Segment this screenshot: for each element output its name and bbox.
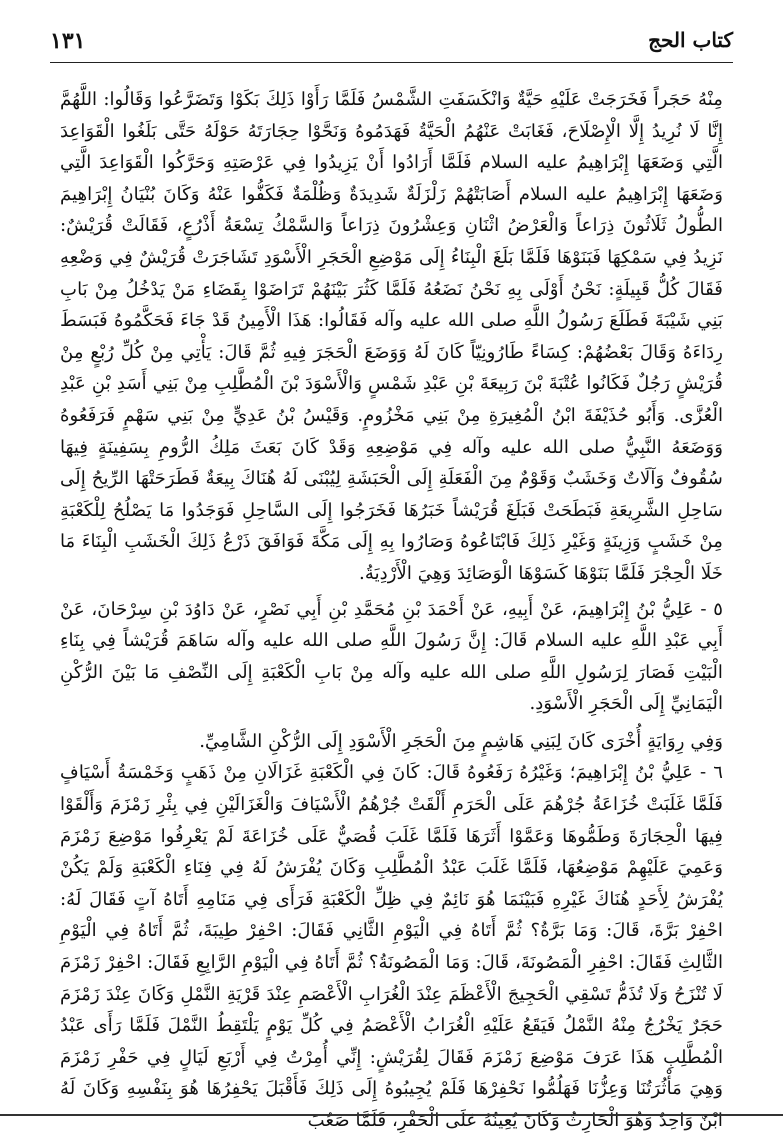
other-narration: وَفِي رِوَايَةٍ أُخْرَى كَانَ لِبَنِي هَاشِمٍ مِنَ الْحَجَرِ الْأَسْوَدِ إِلَى الرُّكْنِ الشَّامِيِّ. (199, 730, 723, 752)
page-number: ١٣١ (50, 28, 86, 54)
page-header (50, 26, 733, 60)
body-text (60, 84, 723, 1137)
narration-6: ٦ - عَلِيُّ بْنُ إِبْرَاهِيمَ؛ وَغَيْرُهُ رَفَعُوهُ قَالَ: كَانَ فِي الْكَعْبَةِ غَزَالَانِ مِنْ ذَهَبٍ وَخَمْسَةُ أَسْيَافٍ فَلَمَّا غَلَبَتْ خُزَاعَةُ جُرْهُمَ عَلَى الْحَرَمِ أَلْقَتْ جُرْهُمُ الْأَسْيَافَ وَالْغَزَالَيْنِ فِي بِئْرِ زَمْزَمَ وَأَلْقَوْا فِيهَا الْحِجَارَةَ وَطَمُّوهَا وَعَمَّوْا أَثَرَهَا فَلَمَّا غَلَبَ قُصَيٌّ عَلَى خُزَاعَةَ لَمْ يَعْرِفُوا مَوْضِعَ زَمْزَمَ وَعَمِيَ عَلَيْهِمْ مَوْضِعُهَا، فَلَمَّا غَلَبَ عَبْدُ الْمُطَّلِبِ وَكَانَ يُفْرَشُ لَهُ فِي فِنَاءِ الْكَعْبَةِ وَلَمْ يَكُنْ يُفْرَشُ لِأَحَدٍ هُنَاكَ غَيْرِهِ فَبَيْنَمَا هُوَ نَائِمٌ فِي ظِلِّ الْكَعْبَةِ فَرَأَى فِي مَنَامِهِ أَتَاهُ آتٍ فَقَالَ لَهُ: احْفِرْ بَرَّةَ، قَالَ: وَمَا بَرَّةُ؟ ثُمَّ أَتَاهُ فِي الْيَوْمِ الثَّانِي فَقَالَ: احْفِرْ طِيبَةَ، ثُمَّ أَتَاهُ فِي الْيَوْمِ الثَّالِثِ فَقَالَ: احْفِرِ الْمَصُونَةَ، قَالَ: وَمَا الْمَصُونَةُ؟ ثُمَّ أَتَاهُ فِي الْيَوْمِ الرَّابِعِ فَقَالَ: احْفِرْ زَمْزَمَ لَا تُنْزَحُ وَلَا تُذَمُّ تَسْقِي الْحَجِيجَ الْأَعْظَمَ عِنْدَ الْغُرَابِ الْأَعْصَمِ عِنْدَ قَرْيَةِ النَّمْلِ وَكَانَ عِنْدَ زَمْزَمَ حَجَرٌ يَخْرُجُ مِنْهُ النَّمْلُ فَيَقَعُ عَلَيْهِ الْغُرَابُ الْأَعْصَمُ فِي كُلِّ يَوْمٍ يَلْتَقِطُ النَّمْلَ فَلَمَّا رَأَى عَبْدُ الْمُطَّلِبِ هَذَا عَرَفَ مَوْضِعَ زَمْزَمَ فَقَالَ لِقُرَيْشٍ: إِنِّي أُمِرْتُ فِي أَرْبَعِ لَيَالٍ فِي حَفْرِ زَمْزَمَ وَهِيَ مَأْثُرَتُنَا وَعِزُّنَا فَهَلُمُّوا نَحْفِرْهَا فَلَمْ يُجِيبُوهُ إِلَى ذَلِكَ فَأَقْبَلَ يَحْفِرُهَا هُوَ بِنَفْسِهِ وَكَانَ لَهُ ابْنٌ وَاحِدٌ وَهُوَ الْحَارِثُ وَكَانَ يُعِينُهُ عَلَى الْحَفْرِ، فَلَمَّا صَعُبَ (60, 762, 723, 1131)
header-divider (50, 62, 733, 63)
paragraph-continuation: مِنْهُ حَجَراً فَخَرَجَتْ عَلَيْهِ حَيَّةٌ وَانْكَسَفَتِ الشَّمْسُ فَلَمَّا رَأَوْا ذَلِكَ بَكَوْا وَتَضَرَّعُوا وَقَالُوا: اللَّهُمَّ إِنَّا لَا نُرِيدُ إِلَّا الْإِصْلَاحَ، فَغَابَتْ عَنْهُمُ الْحَيَّةُ فَهَدَمُوهُ وَنَحَّوْا حِجَارَتَهُ حَوْلَهُ حَتَّى بَلَغُوا الْقَوَاعِدَ الَّتِي وَضَعَهَا إِبْرَاهِيمُ عليه السلام فَلَمَّا أَرَادُوا أَنْ يَزِيدُوا فِي عَرْصَتِهِ وَحَرَّكُوا الْقَوَاعِدَ الَّتِي وَضَعَهَا إِبْرَاهِيمُ عليه السلام أَصَابَتْهُمْ زَلْزَلَةٌ شَدِيدَةٌ وَظُلْمَةٌ فَكَفُّوا عَنْهُ وَكَانَ بُنْيَانُ إِبْرَاهِيمَ الطُّولُ ثَلَاثُونَ ذِرَاعاً وَالْعَرْضُ اثْنَانِ وَعِشْرُونَ ذِرَاعاً وَالسَّمْكُ تِسْعَةُ أَذْرُعٍ، فَقَالَتْ قُرَيْشٌ: نَزِيدُ فِي سَمْكِهَا فَبَنَوْهَا فَلَمَّا بَلَغَ الْبِنَاءُ إِلَى مَوْضِعِ الْحَجَرِ الْأَسْوَدِ تَشَاجَرَتْ قُرَيْشٌ فِي وَضْعِهِ فَقَالَ كُلُّ قَبِيلَةٍ: نَحْنُ أَوْلَى بِهِ نَحْنُ نَضَعُهُ فَلَمَّا كَثُرَ بَيْنَهُمْ تَرَاضَوْا بِقَضَاءِ مَنْ يَدْخُلُ مِنْ بَابِ بَنِي شَيْبَةَ فَطَلَعَ رَسُولُ اللَّهِ صلى الله عليه وآله فَقَالُوا: هَذَا الْأَمِينُ قَدْ جَاءَ فَحَكَّمُوهُ فَبَسَطَ رِدَاءَهُ وَقَالَ بَعْضُهُمْ: كِسَاءً طَارُونِيّاً كَانَ لَهُ وَوَضَعَ الْحَجَرَ فِيهِ ثُمَّ قَالَ: يَأْتِي مِنْ كُلِّ رُبْعٍ مِنْ قُرَيْشٍ رَجُلٌ فَكَانُوا عُتْبَةَ بْنَ رَبِيعَةَ بْنِ عَبْدِ شَمْسٍ وَالْأَسْوَدَ بْنَ الْمُطَّلِبِ مِنْ بَنِي أَسَدِ بْنِ عَبْدِ الْعُزَّى. وَأَبُو حُذَيْفَةَ ابْنُ الْمُغِيرَةِ مِنْ بَنِي مَخْزُومٍ. وَقَيْسُ بْنُ عَدِيٍّ مِنْ بَنِي سَهْمٍ فَرَفَعُوهُ وَوَضَعَهُ النَّبِيُّ صلى الله عليه وآله فِي مَوْضِعِهِ وَقَدْ كَانَ بَعَثَ مَلِكُ الرُّومِ بِسَفِينَةٍ فِيهَا سُقُوفٌ وَآلَاتٌ وَخَشَبٌ وَقَوْمٌ مِنَ الْفَعَلَةِ إِلَى الْحَبَشَةِ لِيُبْنَى لَهُ هُنَاكَ بِيعَةٌ فَطَرَحَتْهَا الرِّيحُ إِلَى سَاحِلِ الشَّرِيعَةِ فَبَطَحَتْ فَبَلَغَ قُرَيْشاً خَبَرُهَا فَخَرَجُوا إِلَى السَّاحِلِ فَوَجَدُوا مَا يَصْلُحُ لِلْكَعْبَةِ مِنْ خَشَبٍ وَزِينَةٍ وَغَيْرِ ذَلِكَ فَابْتَاعُوهُ وَصَارُوا بِهِ إِلَى مَكَّةَ فَوَافَقَ ذَرْعُ ذَلِكَ الْخَشَبِ الْبِنَاءَ مَا خَلَا الْحِجْرَ فَلَمَّا بَنَوْهَا كَسَوْهَا الْوَصَائِدَ وَهِيَ الْأَرْدِيَةُ. (60, 89, 723, 584)
narration-5: ٥ - عَلِيُّ بْنُ إِبْرَاهِيمَ، عَنْ أَبِيهِ، عَنْ أَحْمَدَ بْنِ مُحَمَّدِ بْنِ أَبِي نَصْرٍ، عَنْ دَاوُدَ بْنِ سِرْحَانَ، عَنْ أَبِي عَبْدِ اللَّهِ عليه السلام قَالَ: إِنَّ رَسُولَ اللَّهِ صلى الله عليه وآله سَاهَمَ قُرَيْشاً فِي بِنَاءِ الْبَيْتِ فَصَارَ لِرَسُولِ اللَّهِ صلى الله عليه وآله مِنْ بَابِ الْكَعْبَةِ إِلَى النِّصْفِ مَا بَيْنَ الرُّكْنِ الْيَمَانِيِّ إِلَى الْحَجَرِ الْأَسْوَدِ. (60, 598, 723, 715)
running-title: كتاب الحج (648, 28, 733, 52)
bottom-edge-line (0, 1114, 783, 1116)
